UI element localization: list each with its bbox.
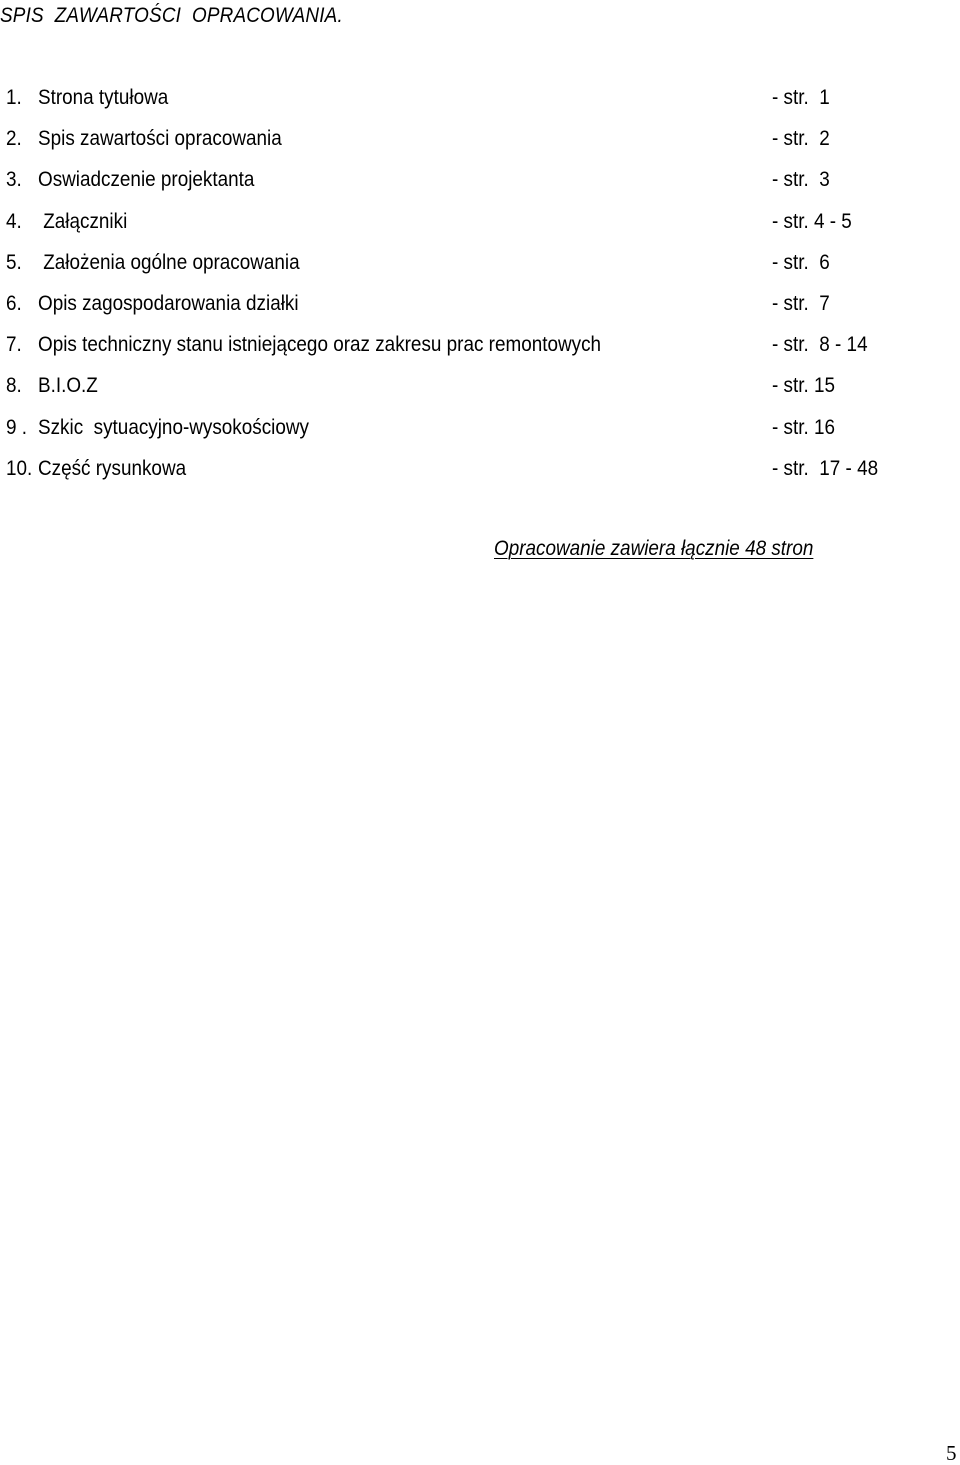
document-title: SPIS ZAWARTOŚCI OPRACOWANIA.: [0, 4, 343, 27]
toc-item-page: - str. 8 - 14: [772, 333, 868, 357]
toc-item-page: - str. 4 - 5: [772, 209, 852, 233]
toc-item-page: - str. 17 - 48: [772, 456, 879, 480]
toc-row: [0, 208, 960, 249]
toc-item-page: - str. 15: [772, 374, 836, 398]
toc-item-label: Część rysunkowa: [38, 456, 187, 480]
toc-row: [0, 331, 960, 372]
page-count-summary: Opracowanie zawiera łącznie 48 stron: [494, 537, 814, 560]
toc-row: [0, 249, 960, 290]
toc-item-label: B.I.O.Z: [38, 374, 98, 398]
toc-item-number: 4.: [6, 209, 22, 233]
toc-item-number: 6.: [6, 291, 22, 315]
toc-row: [0, 372, 960, 413]
toc-item-label: Strona tytułowa: [38, 86, 169, 109]
toc-item-page: - str. 3: [772, 168, 830, 192]
toc-item-page: - str. 6: [772, 250, 830, 274]
toc-item-page: - str. 16: [772, 415, 836, 439]
toc-item-number: 3.: [6, 168, 22, 192]
toc-item-label: Załączniki: [38, 209, 128, 233]
toc-row: [0, 125, 960, 166]
toc-row: [0, 290, 960, 331]
toc-item-number: 7.: [6, 333, 22, 357]
toc-item-label: Szkic sytuacyjno-wysokościowy: [38, 415, 309, 439]
toc-item-page: - str. 2: [772, 127, 830, 151]
toc-item-label: Opis zagospodarowania działki: [38, 291, 299, 315]
toc-item-label: Oswiadczenie projektanta: [38, 168, 255, 192]
toc-row: [0, 455, 960, 496]
toc-item-number: 2.: [6, 127, 22, 151]
table-of-contents: [0, 84, 960, 496]
toc-item-page: - str. 1: [772, 86, 830, 109]
toc-item-number: 8.: [6, 374, 22, 398]
toc-row: [0, 414, 960, 455]
toc-item-number: 1.: [6, 86, 22, 109]
toc-item-label: Opis techniczny stanu istniejącego oraz zakresu prac remontowych: [38, 333, 602, 357]
toc-row: [0, 84, 960, 125]
toc-item-label: Spis zawartości opracowania: [38, 127, 282, 151]
toc-row: [0, 166, 960, 207]
toc-item-page: - str. 7: [772, 291, 830, 315]
toc-item-number: 10.: [6, 456, 33, 480]
toc-item-number: 9 .: [6, 415, 28, 439]
toc-item-label: Założenia ogólne opracowania: [38, 250, 300, 274]
page-number: 5: [946, 1441, 957, 1465]
toc-item-number: 5.: [6, 250, 22, 274]
